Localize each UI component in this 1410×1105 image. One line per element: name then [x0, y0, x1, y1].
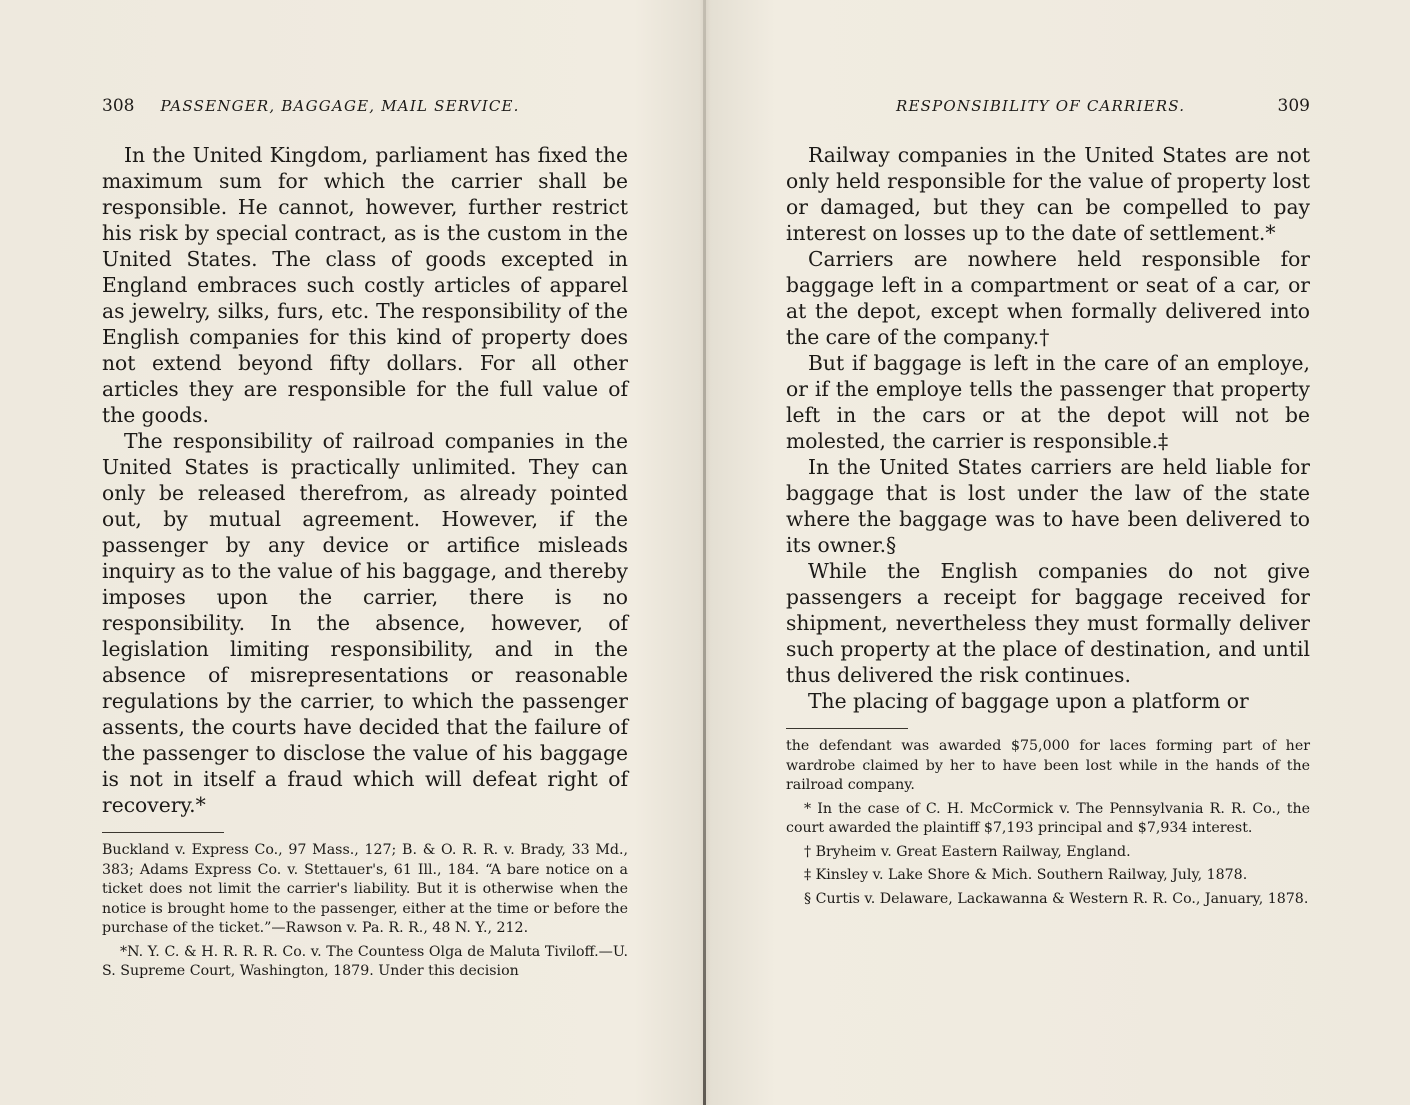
footnote: * In the case of C. H. McCormick v. The Pennsylvania R. R. Co., the court awarded the plaintiff $7,193 principal and $7,934 interest.	[786, 800, 1310, 836]
paragraph: The placing of baggage upon a platform or	[808, 689, 1249, 713]
paragraph: In the United Kingdom, parliament has fixed the maximum sum for which the carrier shall be responsible. He cannot, however, further restrict his risk by special contract, as is the custom in the United States. The class of goods excepted in England embraces such costly articles of apparel as jewelry, silks, furs, etc. The responsibility of the English companies for this kind of property does not extend beyond fifty dollars. For all other articles they are responsible for the full value of the goods.	[102, 143, 628, 427]
left-page	[102, 96, 628, 986]
footnote: Buckland v. Express Co., 97 Mass., 127; B. & O. R. R. v. Brady, 33 Md., 383; Adams Express Co. v. Stettauer's, 61 Ill., 184. “A bare notice on a ticket does not limit the carrier's liability. But it is otherwise when the notice is brought home to the passenger, either at the time or before the purchase of the ticket.”—Rawson v. Pa. R. R., 48 N. Y., 212.	[102, 842, 628, 936]
book-gutter	[703, 0, 706, 1105]
left-page-footnotes	[102, 841, 628, 982]
footnote: the defendant was awarded $75,000 for laces forming part of her wardrobe claimed by her to have been lost while in the hands of the railroad company.	[786, 738, 1310, 793]
left-page-header	[102, 96, 628, 124]
paragraph: But if baggage is left in the care of an employe, or if the employe tells the passenger that property left in the cars or at the depot will not be molested, the carrier is responsible.‡	[786, 351, 1310, 453]
footnote: *N. Y. C. & H. R. R. R. Co. v. The Countess Olga de Maluta Tiviloff.—U. S. Supreme Court, Washington, 1879. Under this decision	[102, 943, 628, 979]
footnote: ‡ Kinsley v. Lake Shore & Mich. Southern Railway, July, 1878.	[804, 867, 1248, 883]
right-page-footnotes	[786, 737, 1310, 909]
footnote: † Bryheim v. Great Eastern Railway, England.	[804, 843, 1131, 860]
running-head: PASSENGER, BAGGAGE, MAIL SERVICE.	[160, 97, 520, 115]
paragraph: Carriers are nowhere held responsible for baggage left in a compartment or seat of a car, or at the depot, except when formally delivered into the care of the company.†	[786, 247, 1310, 349]
footnote-rule	[102, 832, 224, 833]
right-page	[786, 96, 1310, 913]
page-number: 309	[1277, 96, 1310, 116]
paragraph: The responsibility of railroad companies in the United States is practically unlimited. They can only be released therefrom, as already pointed out, by mutual agreement. However, if the passenger by any device or artifice misleads inquiry as to the value of his baggage, and thereby imposes upon the carrier, there is no responsibility. In the absence, however, of legislation limiting responsibility, and in the absence of misrepresentations or reasonable regulations by the carrier, to which the passenger assents, the courts have decided that the failure of the passenger to disclose the value of his baggage is not in itself a fraud which will defeat right of recovery.*	[102, 429, 628, 817]
page-number: 308	[102, 96, 135, 116]
paragraph: While the English companies do not give passengers a receipt for baggage received for shipment, nevertheless they must formally deliver such property at the place of destination, and until thus delivered the risk continues.	[786, 559, 1310, 687]
running-head: RESPONSIBILITY OF CARRIERS.	[896, 97, 1186, 115]
paragraph: In the United States carriers are held liable for baggage that is lost under the law of the state where the baggage was to have been delivered to its owner.§	[786, 455, 1310, 557]
footnote: § Curtis v. Delaware, Lackawanna & Western R. R. Co., January, 1878.	[804, 890, 1309, 907]
paragraph: Railway companies in the United States are not only held responsible for the value of property lost or damaged, but they can be compelled to pay interest on losses up to the date of settlement.*	[786, 143, 1310, 245]
left-page-body	[102, 142, 628, 818]
right-page-body	[786, 142, 1310, 714]
footnote-rule	[786, 728, 908, 729]
right-page-header	[786, 96, 1310, 124]
